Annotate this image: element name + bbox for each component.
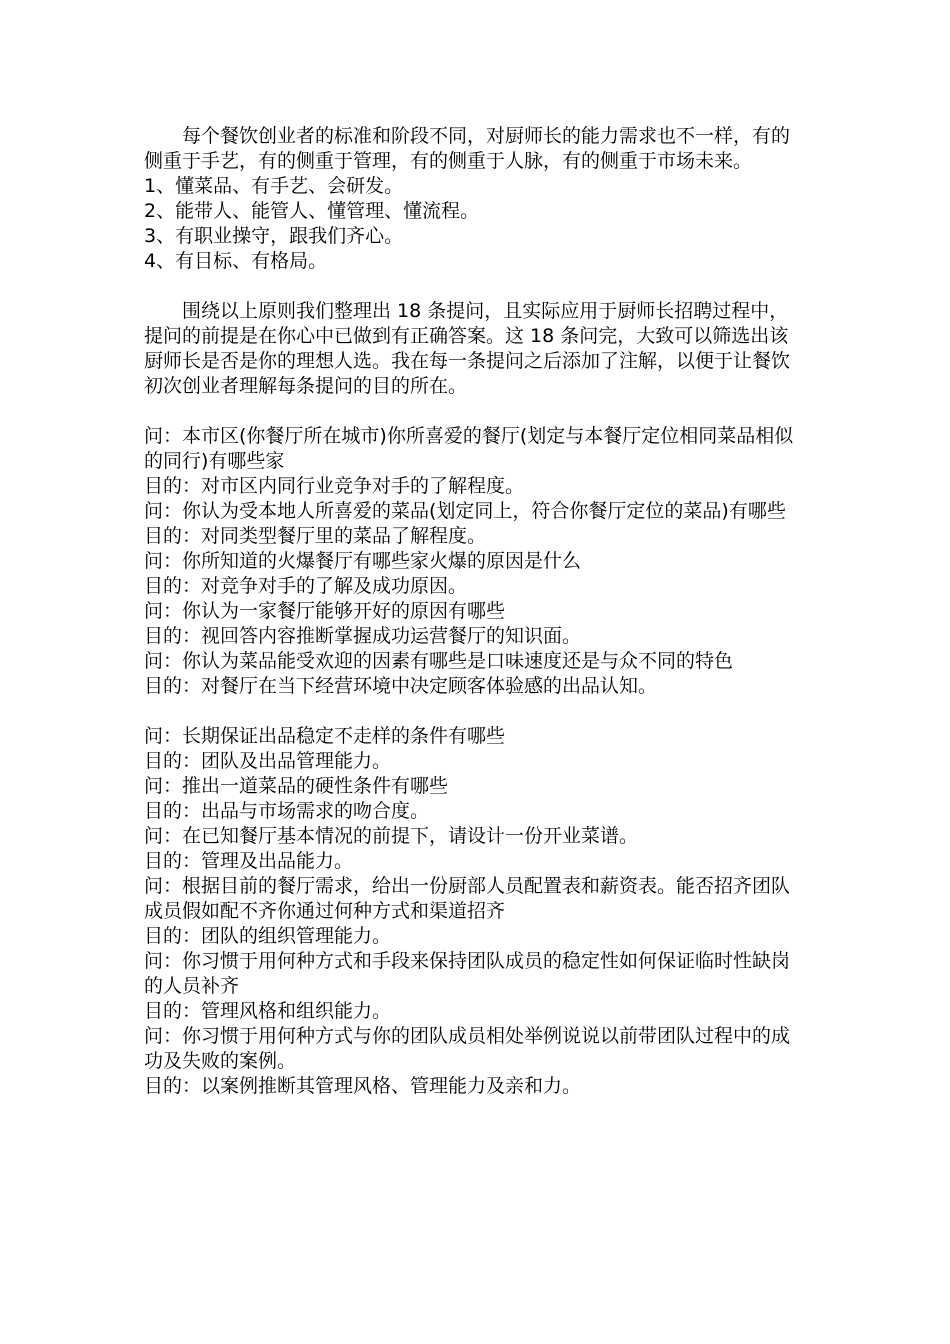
document-page (144, 124, 804, 1099)
question-line: 问：长期保证出品稳定不走样的条件有哪些 (144, 725, 506, 747)
paragraph-spacer (144, 274, 804, 299)
question-line: 问：根据目前的餐厅需求，给出一份厨部人员配置表和薪资表。能否招齐团队成员假如配不齐你通过何种方式和渠道招齐 (144, 875, 791, 922)
purpose-line: 目的：对竞争对手的了解及成功原因。 (144, 575, 468, 597)
paragraph-spacer (144, 399, 804, 424)
intro-paragraph: 每个餐饮创业者的标准和阶段不同，对厨师长的能力需求也不一样，有的侧重于手艺，有的侧重于管理，有的侧重于人脉，有的侧重于市场未来。 (144, 125, 791, 172)
question-line: 问：你习惯于用何种方式与你的团队成员相处举例说说以前带团队过程中的成功及失败的案例。 (144, 1025, 791, 1072)
purpose-line: 目的：团队及出品管理能力。 (144, 750, 392, 772)
purpose-line: 目的：对同类型餐厅里的菜品了解程度。 (144, 525, 487, 547)
summary-paragraph: 围绕以上原则我们整理出 18 条提问，且实际应用于厨师长招聘过程中，提问的前提是在你心中已做到有正确答案。这 18 条问完，大致可以筛选出该厨师长是否是你的理想人选。我在每一条提问之后添加了注解，以便于让餐饮初次创业者理解每条提问的目的所在。 (144, 300, 791, 397)
purpose-line: 目的：对市区内同行业竞争对手的了解程度。 (144, 475, 525, 497)
question-line: 问：在已知餐厅基本情况的前提下，请设计一份开业菜谱。 (144, 825, 639, 847)
purpose-line: 目的：以案例推断其管理风格、管理能力及亲和力。 (144, 1075, 582, 1097)
question-line: 问：你认为一家餐厅能够开好的原因有哪些 (144, 600, 506, 622)
purpose-line: 目的：出品与市场需求的吻合度。 (144, 800, 430, 822)
question-line: 问：你习惯于用何种方式和手段来保持团队成员的稳定性如何保证临时性缺岗的人员补齐 (144, 950, 791, 997)
question-line: 问：你所知道的火爆餐厅有哪些家火爆的原因是什么 (144, 550, 582, 572)
list-item: 4、有目标、有格局。 (144, 250, 328, 272)
question-line: 问：你认为菜品能受欢迎的因素有哪些是口味速度还是与众不同的特色 (144, 650, 734, 672)
question-line: 问：你认为受本地人所喜爱的菜品(划定同上，符合你餐厅定位的菜品)有哪些 (144, 500, 786, 522)
purpose-line: 目的：管理风格和组织能力。 (144, 1000, 392, 1022)
purpose-line: 目的：视回答内容推断掌握成功运营餐厅的知识面。 (144, 625, 582, 647)
purpose-line: 目的：管理及出品能力。 (144, 850, 354, 872)
purpose-line: 目的：对餐厅在当下经营环境中决定顾客体验感的出品认知。 (144, 675, 658, 697)
paragraph-spacer (144, 699, 804, 724)
question-line: 问：推出一道菜品的硬性条件有哪些 (144, 775, 449, 797)
list-item: 1、懂菜品、有手艺、会研发。 (144, 175, 404, 197)
list-item: 2、能带人、能管人、懂管理、懂流程。 (144, 200, 480, 222)
purpose-line: 目的：团队的组织管理能力。 (144, 925, 392, 947)
question-line: 问：本市区(你餐厅所在城市)你所喜爱的餐厅(划定与本餐厅定位相同菜品相似的同行)有哪些家 (144, 425, 794, 472)
list-item: 3、有职业操守，跟我们齐心。 (144, 225, 404, 247)
